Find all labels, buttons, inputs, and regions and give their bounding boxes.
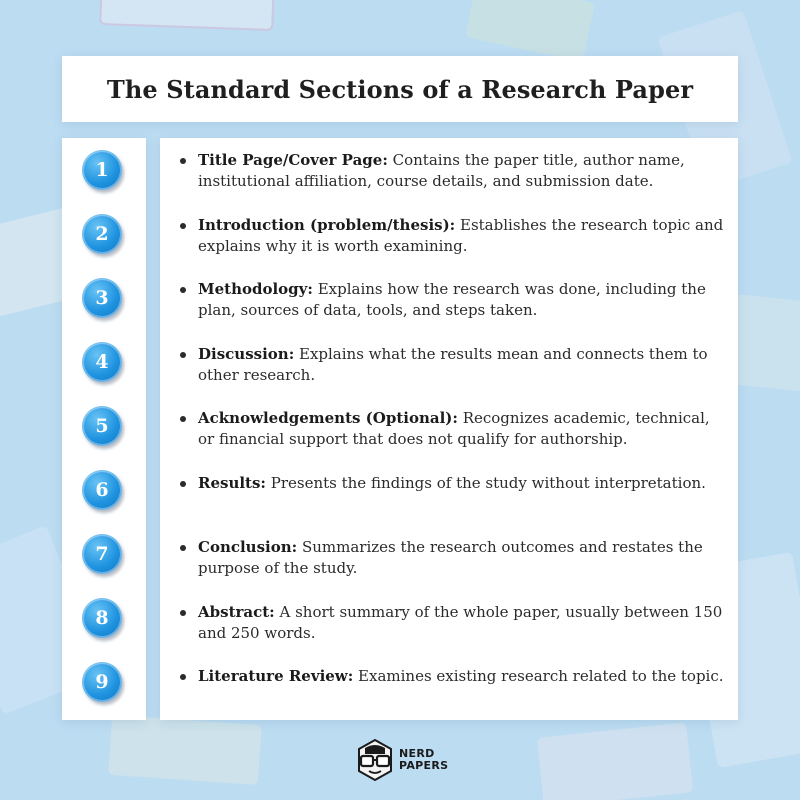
section-heading: Acknowledgements (Optional): [198,409,458,427]
logo-line-1: NERD [399,747,435,760]
number-badge: 5 [82,406,122,446]
bullet-icon [180,352,186,358]
background-book [465,0,595,62]
number-badge: 7 [82,534,122,574]
number-badge: 1 [82,150,122,190]
number-badge: 2 [82,214,122,254]
section-heading: Conclusion: [198,538,298,556]
bullet-icon [180,158,186,164]
bullet-icon [180,674,186,680]
number-badge: 4 [82,342,122,382]
section-heading: Results: [198,473,266,492]
list-item [198,602,724,667]
bullet-icon [180,223,186,229]
logo-text [399,748,448,772]
list-item [198,666,724,731]
section-description: Explains how the research was done, including the plan, sources of data, tools, and steps taken. [198,280,706,319]
section-heading: Discussion: [198,344,295,363]
section-description: Summarizes the research outcomes and restates the purpose of the study. [198,538,703,577]
list-item [198,215,724,280]
nerd-papers-logo [355,738,455,782]
section-heading: Introduction (problem/thesis): [198,215,456,234]
section-description: Recognizes academic, technical, or financial support that does not qualify for authorship. [198,409,710,448]
section-description: Contains the paper title, author name, institutional affiliation, course details, and submission date. [198,151,685,190]
section-description: Explains what the results mean and connects them to other research. [198,344,708,384]
sections-list [160,138,738,731]
background-book [537,722,693,800]
list-item [198,473,724,538]
logo-line-2: PAPERS [399,759,449,772]
sections-card [160,138,738,720]
section-description: Establishes the research topic and explains why it is worth examining. [198,215,724,255]
bullet-icon [180,481,186,487]
bullet-icon [180,287,186,293]
section-heading: Title Page/Cover Page: [198,151,388,169]
bullet-icon [180,545,186,551]
list-item [198,344,724,409]
page-title: The Standard Sections of a Research Paper [106,74,694,104]
section-description: Presents the findings of the study without interpretation. [265,473,706,492]
section-description: A short summary of the whole paper, usually between 150 and 250 words. [198,602,723,642]
number-badge: 3 [82,278,122,318]
number-column [62,138,146,720]
list-item [198,150,724,215]
section-description: Examines existing research related to the topic. [353,667,724,685]
section-heading: Methodology: [198,280,313,298]
number-badge: 6 [82,470,122,510]
section-heading: Abstract: [198,602,275,621]
nerd-glasses-icon [355,738,395,782]
list-item [198,408,724,473]
bullet-icon [180,610,186,616]
number-badge: 9 [82,662,122,702]
number-badge: 8 [82,598,122,638]
list-item [198,537,724,602]
section-heading: Literature Review: [198,667,354,685]
background-book [99,0,275,31]
title-card [62,56,738,122]
list-item [198,279,724,344]
bullet-icon [180,416,186,422]
